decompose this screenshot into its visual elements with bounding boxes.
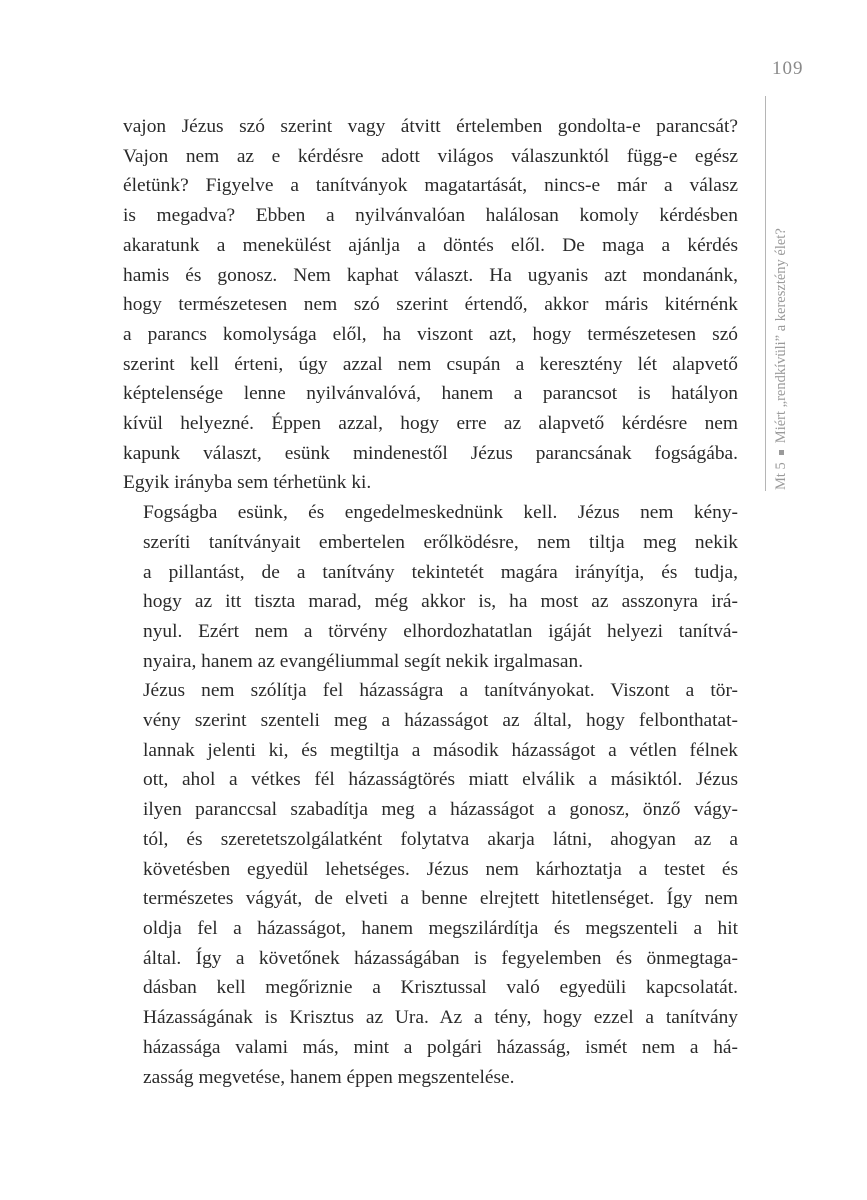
text-line: Jézus nem szólítja fel házasságra a tanítványokat. Viszont a tör- — [143, 680, 738, 702]
paragraph-3 — [123, 676, 738, 1092]
text-line: ott, ahol a vétkes fél házasságtörés miatt elválik a másiktól. Jézus — [143, 769, 738, 791]
text-line: életünk? Figyelve a tanítványok magatartását, nincs-e már a válasz — [123, 175, 738, 197]
text-line: követésben egyedül lehetséges. Jézus nem kárhoztatja a testet és — [143, 858, 738, 880]
text-line: vajon Jézus szó szerint vagy átvitt értelemben gondolta-e parancsát? — [123, 116, 738, 137]
text-line: oldja fel a házasságot, hanem megszilárdítja és megszenteli a hit — [143, 917, 738, 939]
text-line: lannak jelenti ki, és megtiltja a második házasságot a vétlen félnek — [143, 739, 738, 761]
text-line: vény szerint szenteli meg a házasságot az által, hogy felbonthatat- — [143, 710, 738, 732]
paragraph-1 — [123, 112, 738, 498]
text-line: Vajon nem az e kérdésre adott világos válaszunktól függ-e egész — [123, 145, 738, 167]
text-line: nyul. Ezért nem a törvény elhordozhatatlan igáját helyezi tanítvá- — [143, 620, 738, 642]
text-line: képtelensége lenne nyilvánvalóvá, hanem a parancsot is hatályon — [123, 383, 738, 405]
text-line: által. Így a követőnek házasságában is fegyelemben és önmegtaga- — [143, 947, 738, 969]
text-line: hogy természetesen nem szó szerint értendő, akkor máris kitérnénk — [123, 294, 738, 316]
square-bullet-icon — [779, 450, 784, 455]
paragraph-2 — [123, 498, 738, 676]
text-line: nyaira, hanem az evangéliummal segít nekik irgalmasan. — [143, 650, 584, 672]
text-line: Fogságba esünk, és engedelmeskednünk kell. Jézus nem kény- — [143, 502, 738, 524]
text-line: Egyik irányba sem térhetünk ki. — [123, 472, 372, 494]
text-line: szeríti tanítványait embertelen erőlködésre, nem tiltja meg nekik — [143, 531, 738, 553]
text-line: is megadva? Ebben a nyilvánvalóan halálosan komoly kérdésben — [123, 205, 738, 227]
text-line: házassága valami más, mint a polgári házasság, ismét nem a há- — [143, 1036, 738, 1058]
running-head-title: Miért „rendkívüli” a keresztény élet? — [773, 228, 789, 444]
text-line: kapunk választ, esünk mindenestől Jézus parancsának fogságába. — [123, 442, 738, 464]
running-head-chapter: Mt 5 — [773, 462, 789, 490]
text-line: a parancs komolysága elől, ha viszont azt, hogy természetesen szó — [123, 323, 738, 345]
text-line: hamis és gonosz. Nem kaphat választ. Ha ugyanis azt mondanánk, — [123, 264, 738, 286]
text-line: dásban kell megőriznie a Krisztussal való egyedüli kapcsolatát. — [143, 977, 738, 999]
running-head — [773, 228, 790, 490]
text-line: Házasságának is Krisztus az Ura. Az a tény, hogy ezzel a tanítvány — [143, 1007, 738, 1029]
text-line: zasság megvetése, hanem éppen megszentelése. — [143, 1066, 515, 1088]
text-line: hogy az itt tiszta marad, még akkor is, ha most az asszonyra irá- — [143, 591, 738, 613]
text-line: akaratunk a menekülést ajánlja a döntés elől. De maga a kérdés — [123, 234, 738, 256]
text-line: tól, és szeretetszolgálatként folytatva akarja látni, ahogyan az a — [143, 828, 738, 850]
margin-rule — [765, 96, 766, 491]
text-line: kívül helyezné. Éppen azzal, hogy erre az alapvető kérdésre nem — [123, 413, 738, 435]
text-line: a pillantást, de a tanítvány tekintetét magára irányítja, és tudja, — [143, 561, 738, 583]
text-line: ilyen paranccsal szabadítja meg a házasságot a gonosz, önző vágy- — [143, 799, 738, 821]
page-number: 109 — [772, 58, 804, 79]
text-line: természetes vágyát, de elveti a benne elrejtett hitetlenséget. Így nem — [143, 888, 738, 910]
text-line: szerint kell érteni, úgy azzal nem csupán a keresztény lét alapvető — [123, 353, 738, 375]
body-text — [123, 112, 738, 1092]
